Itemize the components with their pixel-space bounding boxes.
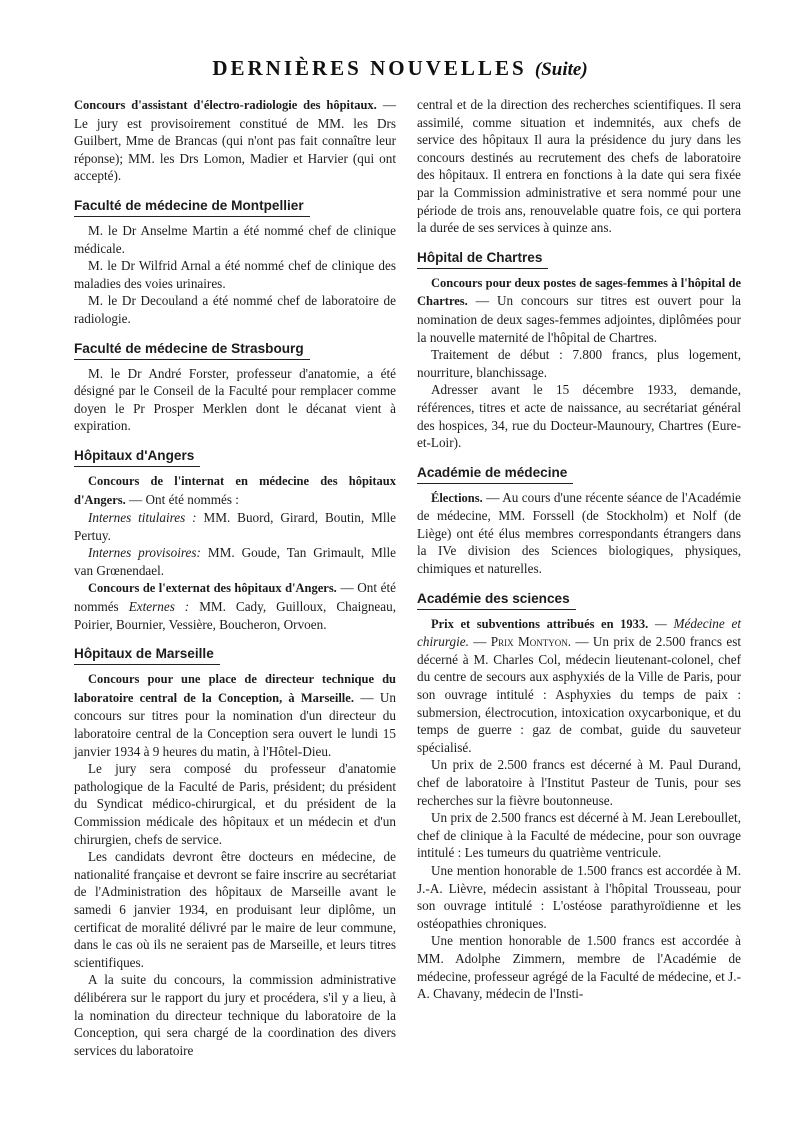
academie-sciences-p2: Un prix de 2.500 francs est décerné à M. Paul Durand, chef de laboratoire à l'Institut Pasteur de Tunis, pour ses recherches sur la fièvre boutonneuse. xyxy=(417,757,741,808)
academie-medecine-text: — Au cours d'une récente séance de l'Académie de médecine, MM. Forssell (de Stockholm) et Nolf (de Liège) ont été élus membres correspondants étrangers dans la IVe division des Sciences biologiques, physiques, chimiques et naturelles. xyxy=(417,489,741,577)
montpellier-p2: M. le Dr Wilfrid Arnal a été nommé chef de clinique des maladies des voies urinaires. xyxy=(74,258,396,291)
angers-provisoires-names: MM. Goude, Tan Grimault, Mlle van Grœnendael. xyxy=(74,545,396,578)
marseille-heading: Hôpitaux de Marseille xyxy=(74,643,220,665)
strasbourg-heading: Faculté de médecine de Strasbourg xyxy=(74,338,310,360)
angers-titulaires-names: MM. Buord, Girard, Boutin, Mlle Pertuy. xyxy=(74,510,396,543)
page-title xyxy=(0,56,800,81)
chartres-lead: Concours pour deux postes de sages-femmes à l'hôpital de Chartres. xyxy=(417,275,741,309)
marseille-p4: A la suite du concours, la commission administrative délibérera sur le rapport du jury et procédera, s'il y a lieu, à la nomination du directeur technique du laboratoire de la Conception, qui sera chargé de la coordination des divers services du laboratoire xyxy=(74,972,396,1058)
montpellier-heading: Faculté de médecine de Montpellier xyxy=(74,195,310,217)
title-suite: (Suite) xyxy=(534,59,588,80)
angers-lead1: Concours de l'internat en médecine des hôpitaux d'Angers. xyxy=(74,473,396,507)
angers-text2a: — Ont été nommés xyxy=(74,580,397,615)
marseille-p2: Le jury sera composé du professeur d'anatomie pathologique de la Faculté de Paris, président; du président du Syndicat médico-chirurgical, et du président de la Commission médicale des hôpitaux et un médecin et d'un chirurgien, chefs de service. xyxy=(74,761,396,847)
angers-titulaires xyxy=(74,509,396,544)
angers-lead2: Concours de l'externat des hôpitaux d'Angers. xyxy=(88,581,337,596)
electro-text: — Le jury est provisoirement constitué de MM. les Drs Guilbert, Mme de Brancas (qui n'ont pas fait connaître leur réponse); MM. les Drs Lomon, Madier et Harvier (qui ont accepté). xyxy=(74,97,397,184)
angers-provisoires-label: Internes provisoires: xyxy=(88,545,201,561)
left-column xyxy=(74,96,396,1059)
angers-externes-label: Externes : xyxy=(128,599,190,615)
angers-text1: — Ont été nommés : xyxy=(129,491,239,507)
marseille-continued: central et de la direction des recherches scientifiques. Il sera assimilé, comme situation et indemnités, aux chefs de service des hôpitaux Il aura la présidence du jury dans les concours destinés au recrutement des chefs de laboratoire des hôpitaux. Il entrera en fonctions à la date qui sera fixée par la Commission administrative et sera nommé pour une période de trois ans, renouvelable quatre fois, ce qui portera la durée de ses services à quinze ans. xyxy=(417,97,741,236)
title-text: DERNIÈRES NOUVELLES xyxy=(212,56,527,80)
academie-sciences-p3: Un prix de 2.500 francs est décerné à M. Jean Lereboullet, chef de clinique à la Faculté de médecine, pour son ouvrage intitulé : Les tumeurs du quatrième ventricule. xyxy=(417,810,741,861)
academie-sciences-p5: Une mention honorable de 1.500 francs est accordée à MM. Adolphe Zimmern, membre de l'Académie de médecine, professeur agrégé de la Faculté de médecine, et J.-A. Chavany, médecin de l'Insti- xyxy=(417,933,741,1002)
chartres-text: — Un concours sur titres est ouvert pour la nomination de deux sages-femmes adjointes, diplômées pour la nouvelle maternité de l'hôpital de Chartres. xyxy=(417,293,741,345)
angers-heading: Hôpitaux d'Angers xyxy=(74,445,200,467)
electro-lead: Concours d'assistant d'électro-radiologie des hôpitaux. xyxy=(74,98,377,112)
montpellier-p3: M. le Dr Decouland a été nommé chef de laboratoire de radiologie. xyxy=(74,293,396,326)
chartres-p3: Adresser avant le 15 décembre 1933, demande, références, titres et acte de naissance, au secrétariat général des hospices, 34, rue du Docteur-Maunoury, Chartres (Eure-et-Loir). xyxy=(417,382,741,451)
montpellier-p1: M. le Dr Anselme Martin a été nommé chef de clinique médicale. xyxy=(74,222,396,256)
angers-externat xyxy=(74,579,396,633)
academie-sciences-lead: Prix et subventions attribués en 1933. xyxy=(431,616,649,631)
right-column xyxy=(417,96,741,1003)
academie-sciences-lead-italic: — Médecine et chirurgie. xyxy=(417,615,742,650)
academie-sciences-text: — Un prix de 2.500 francs est décerné à M. Charles Col, médecin lieutenant-colonel, chef du centre de secours aux asphyxiés de la Ville de Paris, pour son ouvrage intitulé : Asphyxies du temps de paix : submersion, électrocution, intoxication oxycarbonique, et du temps de guerre : gaz de combat, guide du sauveteur spécialisé. xyxy=(417,634,742,755)
marseille-text: — Un concours sur titres pour la nomination d'un directeur du laboratoire central de la Conception sera ouvert le lundi 15 janvier 1934 à 9 heures du matin, à l'Hôtel-Dieu. xyxy=(74,689,397,759)
marseille-p3: Les candidats devront être docteurs en médecine, de nationalité française et devront se faire inscrire au secrétariat de l'Administration des hôpitaux de Marseille avant le samedi 6 janvier 1934, en produisant leur diplôme, un certificat de moralité délivré par le maire de leur commune, dans le cas où ils ne seraient pas de Marseille, et leurs titres scientifiques. xyxy=(74,849,396,970)
academie-sciences-p1 xyxy=(417,615,741,757)
electro-paragraph xyxy=(74,96,396,185)
angers-titulaires-label: Internes titulaires : xyxy=(88,510,197,526)
chartres-p2: Traitement de début : 7.800 francs, plus logement, nourriture, blanchissage. xyxy=(417,347,741,380)
chartres-p1 xyxy=(417,274,741,346)
academie-medecine-heading: Académie de médecine xyxy=(417,462,573,484)
academie-medecine-lead: Élections. xyxy=(431,490,483,505)
marseille-lead: Concours pour une place de directeur technique du laboratoire central de la Conception, à Marseille. xyxy=(74,672,396,705)
strasbourg-p1: M. le Dr André Forster, professeur d'anatomie, a été désigné par le Conseil de la Faculté pour remplacer comme doyen le Pr Prosper Merklen dont le décanat vient à expiration. xyxy=(74,365,396,434)
academie-sciences-p4: Une mention honorable de 1.500 francs est accordée à M. J.-A. Lièvre, médecin assistant à l'hôpital Trousseau, pour son ouvrage intitulé : L'ostéose parathyroïdienne et les ostéopathies chroniques. xyxy=(417,862,741,931)
chartres-heading: Hôpital de Chartres xyxy=(417,247,548,269)
academie-medecine-p1 xyxy=(417,489,741,578)
angers-provisoires xyxy=(74,544,396,579)
angers-text2b: MM. Cady, Guilloux, Chaigneau, Poirier, Bournier, Vessière, Boucheron, Orvoen. xyxy=(74,599,397,632)
academie-sciences-prix: — Prix Montyon. xyxy=(473,634,571,650)
academie-sciences-heading: Académie des sciences xyxy=(417,588,576,610)
angers-internat xyxy=(74,472,396,509)
marseille-p1 xyxy=(74,670,396,760)
